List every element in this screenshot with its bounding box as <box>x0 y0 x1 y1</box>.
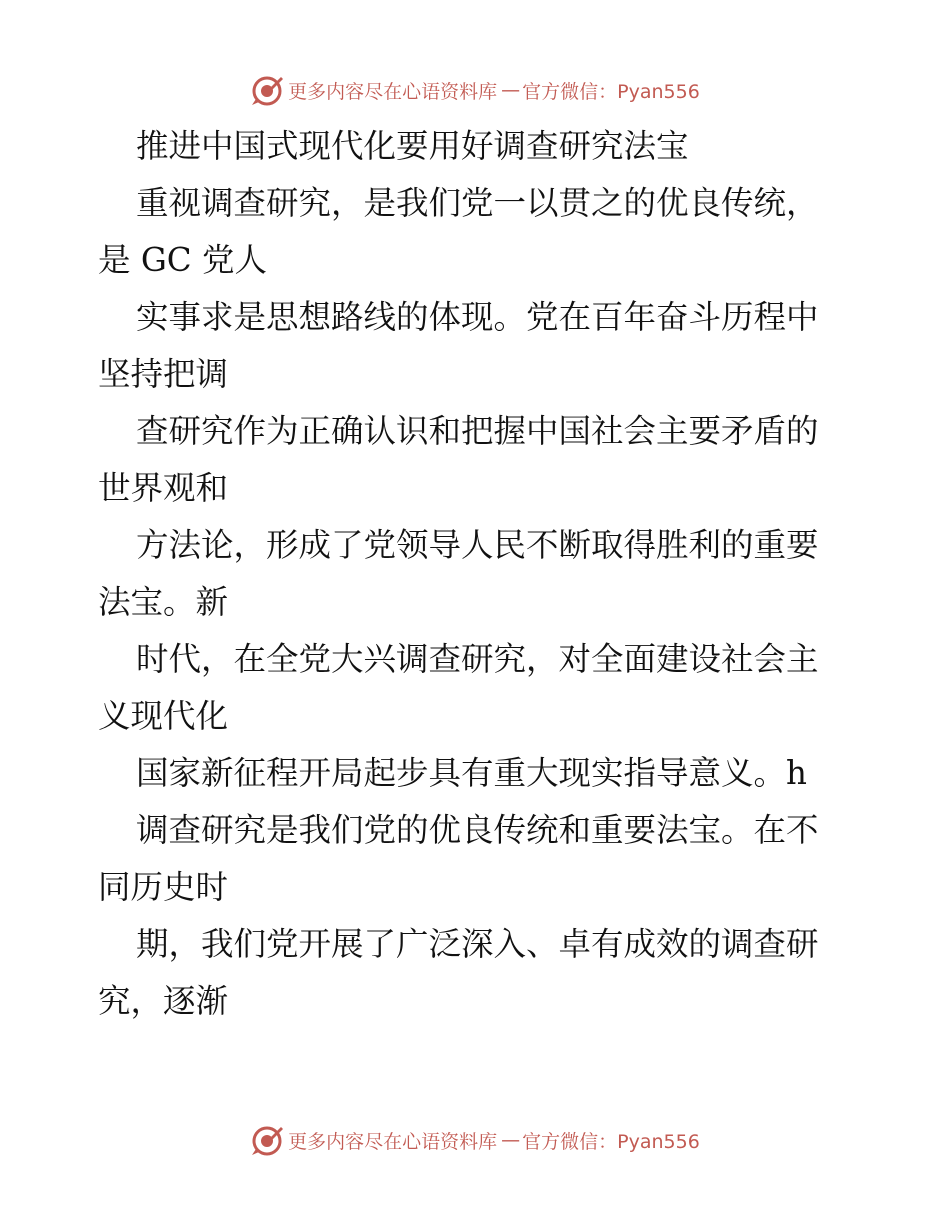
banner-wechat: 官方微信：Pyan556 <box>522 80 700 103</box>
doc-line: 同历史时 <box>98 868 229 906</box>
doc-line: 国家新征程开局起步具有重大现实指导意义。h <box>136 754 807 792</box>
doc-line: 法宝。新 <box>98 583 229 621</box>
doc-line: 世界观和 <box>98 469 229 507</box>
doc-line: 是 GC 党人 <box>98 241 267 279</box>
doc-line: 实事求是思想路线的体现。党在百年奋斗历程中 <box>136 298 819 336</box>
doc-line: 查研究作为正确认识和把握中国社会主要矛盾的 <box>136 412 819 450</box>
pen-logo-icon <box>250 73 284 107</box>
banner-text: 更多内容尽在心语资料库 <box>288 1130 498 1153</box>
doc-line: 重视调查研究，是我们党一以贯之的优良传统， <box>136 184 819 222</box>
doc-line: 义现代化 <box>98 697 229 735</box>
doc-line: 方法论，形成了党领导人民不断取得胜利的重要 <box>136 526 819 564</box>
doc-line: 坚持把调 <box>98 355 229 393</box>
banner-wechat: 官方微信：Pyan556 <box>522 1130 700 1153</box>
doc-line: 调查研究是我们党的优良传统和重要法宝。在不 <box>136 811 819 849</box>
banner-text: 更多内容尽在心语资料库 <box>288 80 498 103</box>
doc-line: 究，逐渐 <box>98 982 229 1020</box>
footer-banner <box>0 1120 950 1160</box>
doc-title: 推进中国式现代化要用好调查研究法宝 <box>136 127 689 165</box>
doc-line: 时代，在全党大兴调查研究，对全面建设社会主 <box>136 640 819 678</box>
header-banner <box>0 70 950 110</box>
banner-separator: — <box>501 1129 519 1151</box>
pen-logo-icon <box>250 1123 284 1157</box>
doc-line: 期，我们党开展了广泛深入、卓有成效的调查研 <box>136 925 819 963</box>
document-body <box>98 118 858 1030</box>
banner-separator: — <box>501 79 519 101</box>
